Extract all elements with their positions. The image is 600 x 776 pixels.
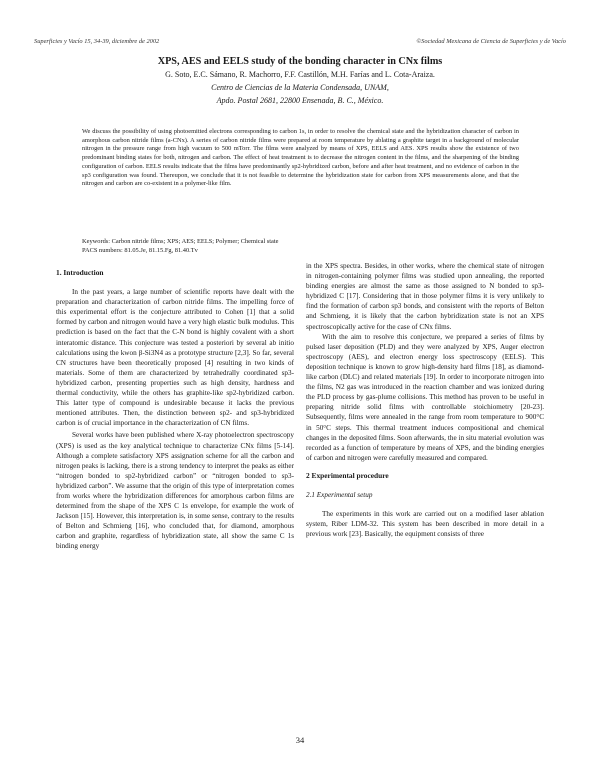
section-heading-introduction: 1. Introduction [56, 268, 104, 277]
keywords-block [82, 238, 279, 255]
subsection-heading-setup: 2.1 Experimental setup [306, 490, 373, 499]
author-list: G. Soto, E.C. Sámano, R. Machorro, F.F. Castillón, M.H. Farías and L. Cota-Araiza. [165, 70, 435, 79]
abstract: We discuss the possibility of using photoemitted electrons corresponding to carbon 1s, in order to resolve the chemical state and the hybridization character of carbon in amorphous carbon nitride films (a-CNx). A series of carbon nitride films were prepared at room temperature by ablating a graphite target in a background of molecular nitrogen in the pressure range from high vacuum to 500 mTorr. The films were analyzed by means of XPS, EELS and AES. XPS results show the existence of two predominant binding states for both, nitrogen and carbon. The effect of heat treatment is to decrease the nitrogen content in the films, and the sharpening of the binding configuration of carbon. EELS results indicate that the films have predominantly sp2-hybridized carbon, before and after heat treatment, and no evidence of carbon in the sp3 configuration was found. Thereupon, we conclude that it is not feasible to determine the hybridization state for carbon from XPS measurements alone, and that the nitrogen and carbon are co-existent in a polymer-like film. [82, 128, 519, 188]
journal-citation: Superficies y Vacío 15, 34-39, diciembre de 2002 [34, 38, 160, 45]
left-column [56, 268, 294, 552]
affiliation-line-2: Apdo. Postal 2681, 22800 Ensenada, B. C., México. [216, 96, 384, 105]
paragraph: in the XPS spectra. Besides, in other works, where the chemical state of nitrogen in nitrogen-containing polymer films was studied upon annealing, the reported binding energies are almost the same as those assigned to N bonded to sp3-hybridized C [17]. Considering that in those polymer films it is very unlikely to find the formation of carbon sp3 bonds, and consistent with the reports of Belton and Schmieng, it is likely that the carbon hybridization state is not an XPS spectroscopically active for the case of CNx films. [306, 262, 544, 331]
paragraph: Several works have been published where X-ray photoelectron spectroscopy (XPS) is used as the key analytical technique to characterize CNx films [5-14]. Although a complete satisfactory XPS assignation scheme for all the carbon and nitrogen peaks is lacking, there is a strong tendency to interpret the peaks as either “nitrogen bonded to sp2-hybridized carbon” or “nitrogen bonded to sp3-hybridized carbon”. We assume that the origin of this type of interpretation comes from works where the hybridization differences for amorphous carbon films are determined from the shape of the XPS C 1s envelope, for example the work of Jackson [15]. However, this interpretation is, in some sense, contrary to the results of Belton and Schmieng [16], who concluded that, for diamond, amorphous carbon and graphite, regardless of hybridization state, all show the same C 1s binding energy [56, 431, 294, 551]
affiliation-line-1: Centro de Ciencias de la Materia Condensada, UNAM, [211, 83, 389, 92]
section-heading-experimental: 2 Experimental procedure [306, 470, 389, 480]
paragraph: The experiments in this work are carried out on a modified laser ablation system, Riber LDM-32. This system has been described in more detail in a previous work [23]. Basically, the equipment consists of three [306, 510, 544, 539]
page-number: 34 [295, 735, 305, 745]
copyright-notice: ©Sociedad Mexicana de Ciencia de Superficies y de Vacío [416, 38, 566, 45]
paragraph: With the aim to resolve this conjecture, we prepared a series of films by pulsed laser deposition (PLD) and they were analyzed by XPS, Auger electron spectroscopy (AES), and electron energy loss spectroscopy (EELS). This deposition technique is known to grow high-density hard films [18], as diamond-like carbon (DLC) and related materials [19]. In order to incorporate nitrogen into the films, N2 gas was introduced in the reaction chamber and was ionized during the PLD process by gas-plume collisions. This method has proven to be useful in preparing nitride solid films with controllable stoichiometry [20-23]. Subsequently, films were annealed in the range from room temperature to 900°C in 50°C steps. This thermal treatment induces compositional and chemical changes in the deposited films. Soon afterwards, the in situ material evolution was recorded as a function of temperature by means of XPS, and the binding energies of carbon and nitrogen were carefully measured and compared. [306, 332, 544, 462]
pacs-numbers: PACS numbers: 81.05.Je, 81.15.Fg, 81.40.Tv [82, 246, 198, 254]
paper-title: XPS, AES and EELS study of the bonding character in CNx films [157, 56, 443, 67]
right-column [306, 261, 544, 539]
keywords: Keywords: Carbon nitride films; XPS; AES; EELS; Polymer; Chemical state [82, 238, 279, 245]
paragraph: In the past years, a large number of scientific reports have dealt with the preparation and characterization of carbon nitride films. The impelling force of this experimental effort is the conjecture attributed to Cohen [1] that a solid formed by carbon and nitrogen would have a very high elastic bulk modulus. This prediction is based on the fact that the C-N bond is highly covalent with a short interatomic distance. This conjecture was tested a posteriori by several ab initio calculations using the kwon β-Si3N4 as a prototype structure [2,3]. So far, several CN structures have been theoretically proposed [4] resulting in two kinds of materials. Some of them are characterized by tetrahedrally coordinated sp3-hybridized carbon, presenting properties such as high density, hardness and thermal conductivity, while the others has graphite-like sp2-hybridized carbon. This latter type of compound is undesirable because it lacks the previous mentioned attributes. Then, the distinction between sp2- and sp3-hybridized carbon is of crucial importance in the characterization of CN films. [56, 288, 294, 428]
